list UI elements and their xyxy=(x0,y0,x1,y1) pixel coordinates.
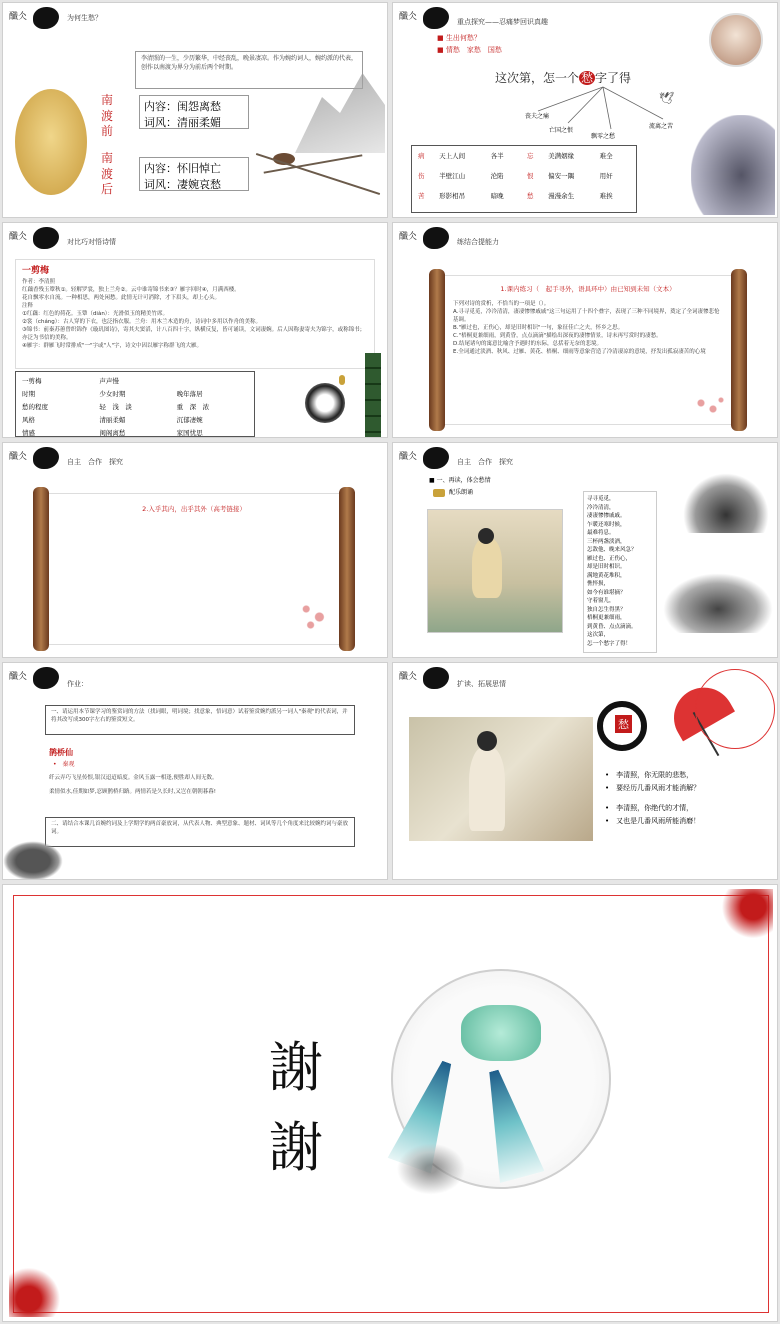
task1-text: 一、请运用本节课学习的鉴赏词的方法（找词眼，明词境；找意象，悟词意）试着鉴赏婉约派另一词人"秦观"的代表词，并将其改写成300字左右的鉴赏短文。 xyxy=(51,709,348,723)
exercise-line: E.全词通过淡酒、秋风、过雁、黄花、梧桐、细雨等意象营造了冷清凄凉的意境，抒发出孤寂凄苦的心境 xyxy=(453,348,706,355)
table-header: 一剪梅 xyxy=(22,377,42,385)
poem-line: 三杯两盏淡酒， xyxy=(587,538,626,545)
thanks-char-2: 謝 xyxy=(269,1116,323,1179)
table-cell: 伤 xyxy=(418,172,425,180)
table-row xyxy=(415,169,633,182)
table-cell: 愁 xyxy=(527,192,534,200)
question-1-text: 生出何愁？ xyxy=(445,34,481,42)
before-style: 词风：清丽柔媚 xyxy=(144,116,221,129)
slide-9[interactable] xyxy=(2,884,778,1322)
scroll-left-rod xyxy=(429,269,445,431)
table-header: 声声慢 xyxy=(99,377,119,385)
lady-painting xyxy=(427,509,563,633)
poem-line: 憔悴损， xyxy=(587,581,610,588)
lantern-icon xyxy=(339,375,345,385)
poem-line: 满地黄花堆积， xyxy=(587,572,626,579)
table-cell: 难全 xyxy=(599,152,613,160)
table-cell: 苦 xyxy=(418,192,425,200)
before-label: 南渡前 xyxy=(101,93,114,139)
question-1: ■ 生出何愁？ xyxy=(437,34,481,42)
poem-line: ①红藕：红色的荷花。玉簟（diàn）：光滑似玉的精美竹席。 xyxy=(22,310,169,317)
bullet-text: 李清照，你绝代的才情， xyxy=(616,803,694,812)
slide-title: 扩读、拓展思情 xyxy=(457,680,506,688)
slide-1[interactable] xyxy=(2,2,388,218)
poem-line: ②裳（cháng）：古人穿的下衣，也泛指衣服。兰舟：用木兰木造的舟，诗词中多用以作舟的美称。 xyxy=(22,318,262,325)
poem-line: 最难将息。 xyxy=(587,530,615,537)
slide-title: 作业： xyxy=(67,680,88,688)
table-cell: 闺阁离愁 xyxy=(99,429,126,437)
thanks-char-1: 謝 xyxy=(269,1036,323,1099)
table-cell: 少女时期 xyxy=(99,390,126,398)
sorrow-badge: 愁 xyxy=(615,715,632,733)
branch-3: 飘零之愁 xyxy=(591,133,616,140)
ink-blot-icon xyxy=(423,7,449,29)
poem-author-text: 秦观 xyxy=(62,761,75,768)
poem-line: 红藕香残玉簟秋①。轻解罗裳，独上兰舟②。云中谁寄锦书来③？雁字回时④，月满西楼。 xyxy=(22,286,240,293)
slide-title: 练结合提能力 xyxy=(457,238,499,246)
ink-blot-icon xyxy=(33,7,59,29)
after-content: 内容：怀旧悼亡 xyxy=(144,162,221,175)
slide-title: 重点探究——忍痛梦回识真趣 xyxy=(457,18,548,26)
corner-ornament-top-right xyxy=(707,889,773,949)
logo-icon: 䤘仌 xyxy=(9,232,28,242)
ink-blot-icon xyxy=(33,447,59,469)
exercise-line: C."梧桐更兼细雨，到黄昏，点点滴滴"描绘出深夜的凄惨情景，诗末再写赏时的凄愁。 xyxy=(453,332,662,339)
logo-icon: 䤘仌 xyxy=(9,672,28,682)
exercise-line: B."雁过也，正伤心，却是旧时相识"一句，象征佳亡之夫，怀乡之思。 xyxy=(453,324,624,331)
table-cell: 忘 xyxy=(527,152,534,160)
ink-landscape-top xyxy=(683,473,769,533)
table-cell: 天上人间 xyxy=(439,152,466,160)
ink-blot-icon xyxy=(423,227,449,249)
poem-line: 如今有谁堪摘？ xyxy=(587,589,626,596)
poem-line: 凄凄惨惨戚戚。 xyxy=(587,513,626,520)
subheading: ■ 一、再读，体会愁情 xyxy=(429,477,491,484)
table-cell: 沉郁凄婉 xyxy=(176,416,203,424)
table-cell: 形影相吊 xyxy=(439,192,466,200)
logo-icon: 䤘仌 xyxy=(9,12,28,22)
table-cell: 偏安一隅 xyxy=(548,172,575,180)
question-2: ■ 情愁 家愁 国愁 xyxy=(437,46,502,54)
portrait-circle xyxy=(709,13,763,67)
bird-branch-painting xyxy=(243,143,383,213)
table-header xyxy=(174,374,251,387)
flower-branch-painting xyxy=(689,391,729,421)
poem-line: ③锦书：前秦苏蕙曾织锦作《璇玑图诗》，寄其夫窦滔，计八百四十字，纵横反复，皆可诵读，文词凄婉。后人因称妻寄夫为锦字，或称锦书；亦泛为书信的美称。 xyxy=(22,326,366,341)
poem-line: 守着窗儿， xyxy=(587,598,615,605)
branch-4: 流离之苦 xyxy=(649,123,674,130)
lady-painting xyxy=(409,717,593,841)
scroll-right-rod xyxy=(339,487,355,651)
table-row xyxy=(19,387,251,400)
ink-circle-painting xyxy=(305,383,345,423)
heading-char: 愁 xyxy=(581,71,594,85)
speaker-icon[interactable] xyxy=(433,489,445,497)
table-cell: 暗晚 xyxy=(490,192,504,200)
ink-landscape-bottom xyxy=(663,573,773,633)
audio-row[interactable] xyxy=(433,487,473,497)
bullet-text: 要经历几番风雨才能消解？ xyxy=(616,784,701,793)
main-heading xyxy=(495,69,631,86)
slide-title: 为何生愁？ xyxy=(67,14,102,22)
intro-text: 李清照的一生，少历繁华，中经丧乱，晚景凄凉。作为婉约词人，婉约派的代表，创作以南渡为界分为前后两个时期。 xyxy=(141,55,358,71)
table-cell: 晚年落居 xyxy=(176,390,203,398)
poem-line: 柔情似水,佳期如梦,忍顾鹊桥归路。两情若是久长时,又岂在朝朝暮暮! xyxy=(49,789,216,795)
table-cell: 难挨 xyxy=(599,192,613,200)
slide-7[interactable] xyxy=(2,662,388,880)
poem-line: 寻寻觅觅， xyxy=(587,496,615,502)
scroll-left-rod xyxy=(33,487,49,651)
portrait-image xyxy=(15,89,87,195)
red-circle-outline xyxy=(695,669,775,749)
sorrow-table xyxy=(411,145,637,213)
table-cell: 漫漫余生 xyxy=(548,192,575,200)
poem-line: 作者：李清照 xyxy=(22,279,56,285)
bullet-item: • 又也是几番风雨所能消磨！ xyxy=(605,816,701,825)
logo-icon: 䤘仌 xyxy=(399,232,418,242)
bullet-item: • 李清照，你无限的悲愁， xyxy=(605,771,694,779)
table-row xyxy=(19,413,251,426)
heading-tail: 字了得 xyxy=(595,71,632,85)
table-row xyxy=(19,426,251,438)
poem-author: • 秦观 xyxy=(53,761,75,768)
poem-line: 雁过也、正伤心， xyxy=(587,555,632,562)
exercise-line: A.寻寻觅觅，冷冷清清，凄凄惨惨戚戚"这三句运用了十四个叠字，表现了三种不同境界，奠定了全词凄惨悲怆基调。 xyxy=(453,308,720,323)
before-content: 内容：闺怨离愁 xyxy=(144,100,221,113)
poem-line: 到黄昏、点点滴滴。 xyxy=(587,623,637,630)
crane-icon: 🕊 xyxy=(659,91,675,105)
ink-blot-icon xyxy=(33,667,59,689)
logo-icon: 䤘仌 xyxy=(399,12,418,22)
inkstone-icon xyxy=(3,841,63,880)
intro-box xyxy=(135,51,363,89)
slide-6[interactable] xyxy=(392,442,778,658)
poem-panel xyxy=(15,259,375,369)
task2-box xyxy=(45,817,355,847)
question-2-text: 情愁 家愁 国愁 xyxy=(445,46,502,54)
table-cell: 沦陷 xyxy=(490,172,504,180)
before-box xyxy=(139,95,249,129)
table-cell: 美满姻缘 xyxy=(548,152,575,160)
slide-title: 对比巧对悟诗情 xyxy=(67,238,116,246)
after-box xyxy=(139,157,249,191)
poem-line: 花自飘零水自流。一种相思，两处闲愁。此情无计可消除，才下眉头，却上心头。 xyxy=(22,294,221,301)
table-row xyxy=(415,149,633,162)
poem-line: ④雁字：群雁飞时常排成"一"字或"人"字，诗文中因以雁字称群飞的大雁。 xyxy=(22,342,203,349)
table-row xyxy=(415,189,633,202)
poem-line: 注释 xyxy=(22,302,34,309)
bullet-text: 李清照，你无限的悲愁， xyxy=(616,771,694,779)
table-cell: 时期 xyxy=(22,390,35,398)
bullet-list xyxy=(605,769,775,828)
after-style: 词风：凄婉哀愁 xyxy=(144,178,221,191)
after-label: 南渡后 xyxy=(101,151,114,197)
slide-5[interactable] xyxy=(2,442,388,658)
ink-blot-icon xyxy=(33,227,59,249)
table-cell: 清丽柔媚 xyxy=(99,416,126,424)
bullet-item: • 要经历几番风雨才能消解？ xyxy=(605,784,701,793)
poem-line: 乍暖还寒时候， xyxy=(587,521,626,528)
compare-table xyxy=(15,371,255,437)
poem-box xyxy=(583,491,657,653)
table-cell: 半壁江山 xyxy=(439,172,466,180)
exam-heading: 2.入乎其内，出乎其外（高考链接） xyxy=(142,505,246,513)
scroll-right-rod xyxy=(731,269,747,431)
ink-blot-icon xyxy=(423,447,449,469)
table-cell: 情感 xyxy=(22,429,35,437)
bullet-text: 又也是几番风雨所能消磨！ xyxy=(616,816,701,825)
branch-1: 丧夫之痛 xyxy=(525,113,550,120)
table-cell: 恨 xyxy=(527,172,534,180)
poem-line: 却是旧时相识。 xyxy=(587,564,626,571)
poem-title: 鹊桥仙 xyxy=(49,748,73,757)
poem-line: 这次第， xyxy=(587,632,610,639)
table-cell: 各半 xyxy=(490,152,504,160)
slide-8[interactable] xyxy=(392,662,778,880)
audio-label: 配乐朗诵 xyxy=(449,489,474,496)
exercise-heading: 1.课内练习（ 起手寻外，语具环中）由已知到未知（文本） xyxy=(500,285,676,293)
table-row xyxy=(19,400,251,413)
table-header-row xyxy=(19,374,251,387)
subheading-text: 一、再读，体会愁情 xyxy=(436,477,491,484)
logo-icon: 䤘仌 xyxy=(9,452,28,462)
logo-icon: 䤘仌 xyxy=(399,672,418,682)
table-cell: 家国忧思 xyxy=(176,429,203,437)
table-cell: 愁的程度 xyxy=(22,403,48,411)
poem-line: 怎敌他、晚来风急？ xyxy=(587,547,637,554)
heading-text: 这次第，怎一个 xyxy=(495,71,580,85)
table-cell: 重 深 浓 xyxy=(176,403,210,411)
logo-icon: 䤘仌 xyxy=(399,452,418,462)
poem-line: 纤云弄巧飞星传恨,银汉迢迢暗度。金风玉露一相逢,便胜却人间无数。 xyxy=(49,775,218,781)
bullet-item: • 李清照，你绝代的才情， xyxy=(605,803,694,812)
poem-line: 独自怎生得黑？ xyxy=(587,606,626,613)
slide-title: 自主 合作 探究 xyxy=(457,458,513,466)
slide-title: 自主 合作 探究 xyxy=(67,458,123,466)
table-cell: 用奸 xyxy=(599,172,613,180)
jade-ornament-image xyxy=(381,959,613,1231)
slide-2[interactable] xyxy=(392,2,778,218)
task2-text: 二、请结合本课几首婉约词及上学期学的两首豪放词，从代表人物、典型意象、题材、词风等几个角度来比较婉约词与豪放词。 xyxy=(51,821,349,835)
ink-blot-icon xyxy=(423,667,449,689)
bamboo-painting xyxy=(365,353,381,438)
slide-3[interactable] xyxy=(2,222,388,438)
corner-ornament-bottom-left xyxy=(9,1257,75,1317)
branch-2: 亡国之恨 xyxy=(549,127,574,134)
slide-4[interactable] xyxy=(392,222,778,438)
flower-branch-painting xyxy=(293,593,337,633)
ink-circle xyxy=(597,701,647,751)
table-cell: 轻 浅 淡 xyxy=(99,403,132,411)
table-cell: 病 xyxy=(418,152,425,160)
poem-line: 梧桐更兼细雨， xyxy=(587,615,626,622)
rock-painting xyxy=(691,115,775,215)
table-cell: 风格 xyxy=(22,416,35,424)
task1-box xyxy=(45,705,355,735)
exercise-line: 下列对诗的赏析，不恰当的一项是（）。 xyxy=(453,301,550,307)
poem-title: 一剪梅 xyxy=(22,266,50,276)
poem-line: 冷冷清清， xyxy=(587,504,615,511)
poem-line: 怎一个愁字了得！ xyxy=(587,640,632,647)
exercise-line: D.结尾诸句的寓意比喻含予遇时的东际，总括着无奈的悲境。 xyxy=(453,340,602,347)
